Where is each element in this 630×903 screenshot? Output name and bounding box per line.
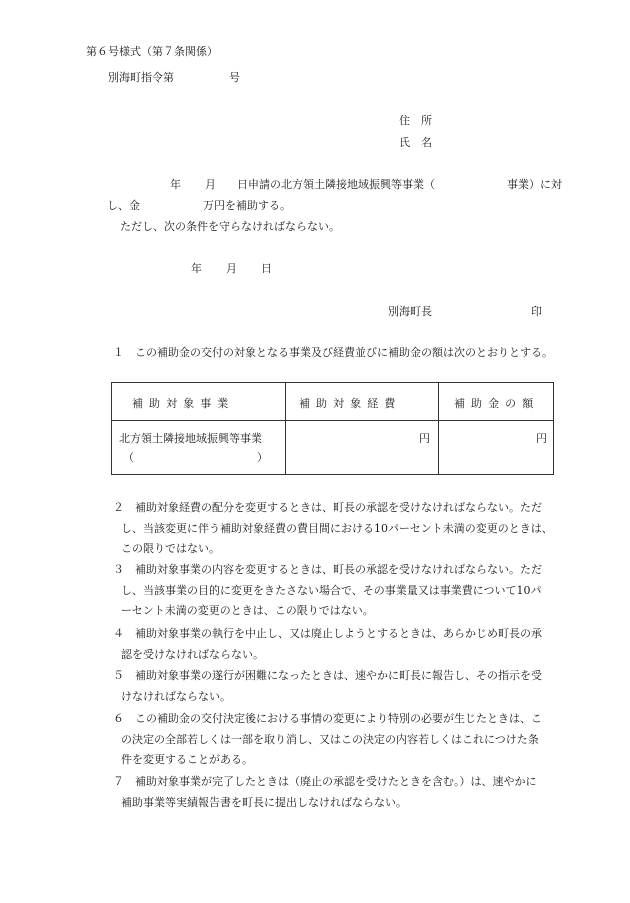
condition-1-number: １	[113, 346, 124, 359]
body-amount-suffix: 万円を補助する。	[203, 199, 291, 212]
header-amount: 補助金の額	[454, 397, 540, 410]
seal-mark: 印	[531, 305, 542, 318]
condition-text	[121, 560, 577, 622]
designation-number: 別海町指令第 号	[108, 71, 240, 84]
cell-amount-unit: 円	[536, 432, 547, 445]
condition-line: し、当該事業の目的に変更をきたさない場合で、その事業量又は事業費について10パ	[121, 583, 542, 597]
date-day: 日	[261, 262, 272, 275]
condition-text	[121, 772, 577, 813]
condition-text	[121, 624, 577, 665]
table-header-divider	[112, 420, 553, 421]
condition-line: この限りではない。	[121, 542, 220, 555]
condition-1-text: この補助金の交付の対象となる事業及び経費並びに補助金の額は次のとおりとする。	[135, 346, 553, 359]
condition-number: ７	[113, 775, 124, 788]
condition-line: 補助対象事業の遂行が困難になったときは、速やかに町長に報告し、その指示を受	[135, 669, 542, 682]
condition-number: ５	[113, 669, 124, 682]
body-project-suffix: 事業）に対	[507, 178, 562, 191]
table-divider	[438, 383, 439, 474]
body-proviso: ただし、次の条件を守らなければならない。	[120, 220, 340, 233]
condition-line: 補助対象事業が完了したときは（廃止の承認を受けたときを含む。）は、速やかに	[135, 775, 537, 788]
condition-line: 補助事業等実績報告書を町長に提出しなければならない。	[121, 795, 407, 809]
mayor-title: 別海町長	[388, 305, 432, 318]
condition-line: 認を受けなければならない。	[121, 647, 264, 661]
cell-cost-unit: 円	[419, 432, 430, 445]
condition-line: 補助対象経費の配分を変更するときは、町長の承認を受けなければならない。ただ	[135, 501, 542, 514]
date-month: 月	[226, 262, 237, 275]
address-label: 住 所	[399, 114, 432, 127]
condition-text	[121, 709, 577, 771]
date-year: 年	[191, 262, 202, 275]
condition-text	[121, 666, 577, 707]
body-application-text: 日申請の北方領土隣接地域振興等事業（	[237, 178, 435, 191]
condition-text	[121, 498, 577, 560]
body-year: 年	[170, 178, 181, 191]
body-amount-prefix: し、金	[107, 199, 140, 212]
condition-line: ーセント未満の変更のときは、この限りではない。	[121, 604, 374, 617]
cell-close-paren: ）	[257, 451, 268, 464]
condition-line: の決定の全部若しくは一部を取り消し、又はこの決定の内容若しくはこれにつけた条	[121, 732, 539, 746]
condition-line: し、当該変更に伴う補助対象経費の費目間における10パーセント未満の変更のときは、	[121, 521, 553, 535]
condition-line: けなければならない。	[121, 689, 231, 703]
condition-number: ６	[113, 712, 124, 725]
cell-project-name: 北方領土隣接地域振興等事業	[119, 432, 262, 445]
header-project: 補助対象事業	[132, 397, 235, 410]
name-label: 氏 名	[399, 136, 432, 149]
condition-line: 補助対象事業の執行を中止し、又は廃止しようとするときは、あらかじめ町長の承	[135, 627, 542, 640]
condition-line: 補助対象事業の内容を変更するときは、町長の承認を受けなければならない。ただ	[135, 563, 542, 576]
condition-line: 件を変更することがある。	[121, 753, 253, 766]
condition-number: ４	[113, 627, 124, 640]
form-number: 第６号様式（第７条関係）	[86, 45, 218, 58]
subsidy-table	[111, 382, 554, 475]
body-month: 月	[205, 178, 216, 191]
header-cost: 補助対象経費	[299, 397, 402, 410]
table-divider	[285, 383, 286, 474]
cell-open-paren: （	[123, 451, 134, 464]
condition-number: ３	[113, 563, 124, 576]
condition-number: ２	[113, 501, 124, 514]
condition-line: この補助金の交付決定後における事情の変更により特別の必要が生じたときは、こ	[135, 712, 542, 725]
